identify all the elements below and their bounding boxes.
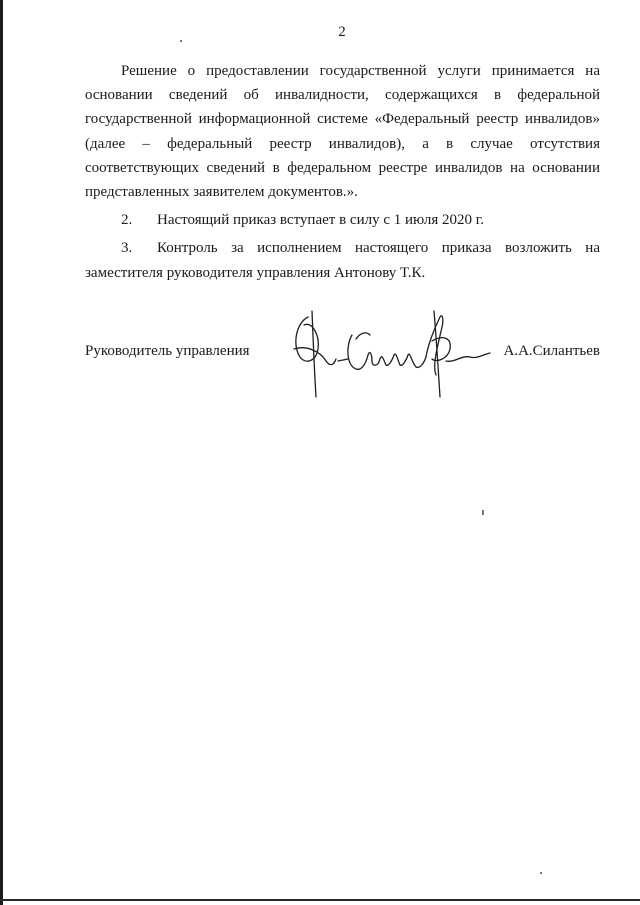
paragraph-text: Настоящий приказ вступает в силу с 1 июля 2020 г. [157, 212, 484, 229]
paragraph-number: 3. [121, 240, 133, 257]
paragraph-text: Контроль за исполнением настоящего приказа возложить на заместителя руководителя управления Антонову Т.К. [85, 240, 600, 281]
scan-bottom-edge [0, 899, 640, 901]
paragraph-decision: Решение о предоставлении государственной услуги принимается на основании сведений об инвалидности, содержащихся в федеральной государственной информационной системе «Федеральный реестр инвалидов» (далее – федеральный реестр инвалидов), а в случае отсутствия соответствующих сведений в федеральном реестре инвалидов на основании представленных заявителем документов.». [85, 63, 600, 201]
paragraph-effective-date [85, 208, 600, 232]
scan-left-edge [0, 0, 3, 905]
signer-name: А.А.Силантьев [503, 343, 600, 359]
scan-speck [540, 872, 542, 874]
document-body [85, 59, 600, 285]
handwritten-signature [286, 305, 496, 400]
signer-role: Руководитель управления [85, 343, 250, 359]
paragraph-control [85, 236, 600, 284]
paragraph-number: 2. [121, 212, 133, 229]
page-number: 2 [338, 24, 346, 40]
scan-speck [482, 510, 484, 515]
scan-speck [180, 40, 182, 42]
